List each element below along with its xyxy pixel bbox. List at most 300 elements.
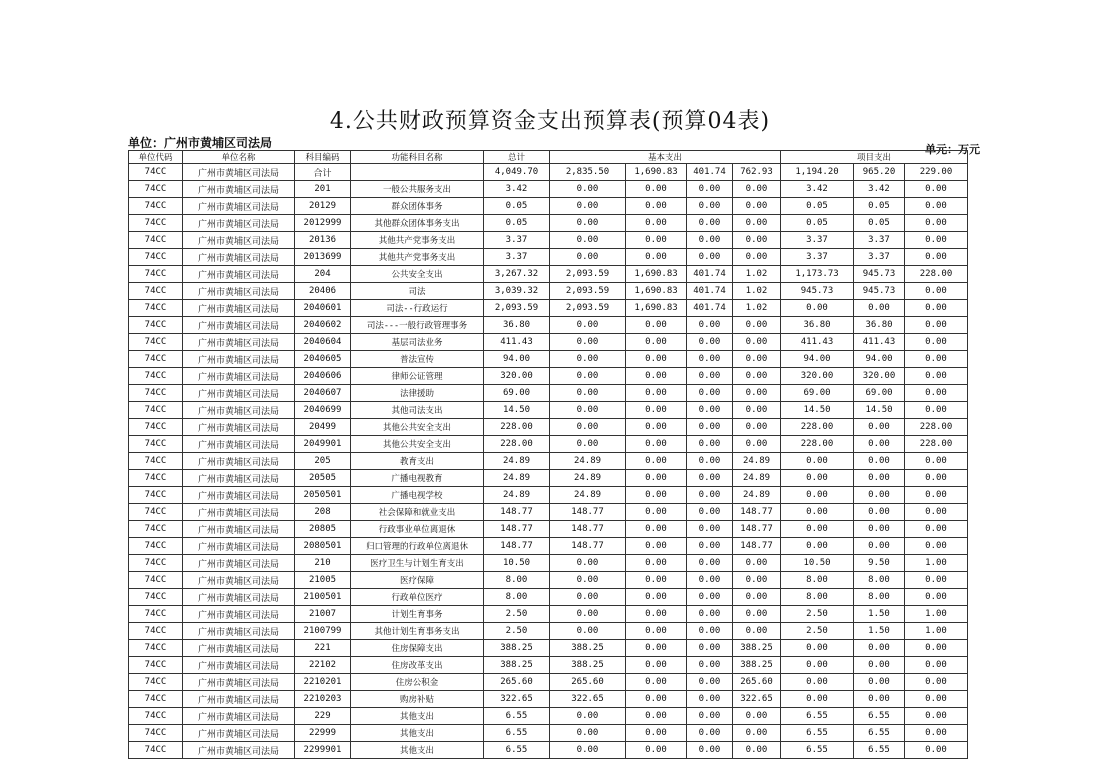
cell-total: 148.77 <box>484 538 550 555</box>
cell-basic-staff: 0.00 <box>626 419 687 436</box>
cell-total: 36.80 <box>484 317 550 334</box>
cell-project-b: 228.00 <box>905 436 968 453</box>
cell-basic-staff: 0.00 <box>626 368 687 385</box>
cell-project-total: 69.00 <box>781 385 854 402</box>
cell-subject-code: 2080501 <box>295 538 351 555</box>
cell-project-total: 320.00 <box>781 368 854 385</box>
cell-total: 2,093.59 <box>484 300 550 317</box>
cell-subject-name <box>351 164 484 181</box>
cell-project-b: 228.00 <box>905 266 968 283</box>
cell-basic-staff: 0.00 <box>626 402 687 419</box>
cell-project-b: 0.00 <box>905 708 968 725</box>
cell-subject-code: 2040606 <box>295 368 351 385</box>
cell-subject-name: 其他支出 <box>351 742 484 759</box>
cell-basic-staff: 0.00 <box>626 572 687 589</box>
cell-basic-public: 401.74 <box>687 283 733 300</box>
cell-dept-code: 74CC <box>129 164 183 181</box>
cell-basic-total: 388.25 <box>550 657 626 674</box>
cell-project-total: 0.05 <box>781 215 854 232</box>
cell-basic-other: 0.00 <box>733 351 781 368</box>
cell-basic-staff: 0.00 <box>626 334 687 351</box>
cell-dept-name: 广州市黄埔区司法局 <box>183 640 295 657</box>
table-row <box>129 300 968 317</box>
cell-project-b: 0.00 <box>905 249 968 266</box>
cell-total: 2.50 <box>484 606 550 623</box>
cell-basic-public: 0.00 <box>687 215 733 232</box>
cell-dept-name: 广州市黄埔区司法局 <box>183 674 295 691</box>
cell-basic-total: 0.00 <box>550 606 626 623</box>
cell-project-a: 1.50 <box>854 623 905 640</box>
cell-dept-code: 74CC <box>129 623 183 640</box>
cell-subject-name: 行政事业单位离退休 <box>351 521 484 538</box>
cell-basic-total: 0.00 <box>550 589 626 606</box>
table-row <box>129 623 968 640</box>
cell-project-total: 945.73 <box>781 283 854 300</box>
cell-subject-code: 2049901 <box>295 436 351 453</box>
cell-project-b: 0.00 <box>905 470 968 487</box>
cell-basic-public: 0.00 <box>687 725 733 742</box>
cell-basic-staff: 0.00 <box>626 742 687 759</box>
cell-subject-name: 其他支出 <box>351 708 484 725</box>
cell-project-total: 0.00 <box>781 300 854 317</box>
cell-basic-other: 0.00 <box>733 249 781 266</box>
cell-subject-name: 普法宣传 <box>351 351 484 368</box>
cell-basic-public: 0.00 <box>687 674 733 691</box>
cell-basic-other: 148.77 <box>733 504 781 521</box>
cell-subject-name: 社会保障和就业支出 <box>351 504 484 521</box>
cell-basic-public: 0.00 <box>687 589 733 606</box>
cell-total: 320.00 <box>484 368 550 385</box>
cell-basic-staff: 0.00 <box>626 725 687 742</box>
table-row <box>129 419 968 436</box>
cell-project-a: 6.55 <box>854 708 905 725</box>
cell-subject-code: 2040607 <box>295 385 351 402</box>
cell-total: 0.05 <box>484 215 550 232</box>
cell-basic-other: 0.00 <box>733 623 781 640</box>
table-row <box>129 266 968 283</box>
cell-basic-other: 148.77 <box>733 521 781 538</box>
cell-subject-name: 医疗卫生与计划生育支出 <box>351 555 484 572</box>
cell-project-total: 2.50 <box>781 606 854 623</box>
cell-dept-name: 广州市黄埔区司法局 <box>183 589 295 606</box>
cell-project-total: 14.50 <box>781 402 854 419</box>
cell-dept-name: 广州市黄埔区司法局 <box>183 742 295 759</box>
cell-basic-other: 0.00 <box>733 606 781 623</box>
cell-project-a: 6.55 <box>854 725 905 742</box>
cell-project-a: 6.55 <box>854 742 905 759</box>
cell-basic-other: 0.00 <box>733 419 781 436</box>
table-row <box>129 402 968 419</box>
cell-basic-total: 0.00 <box>550 198 626 215</box>
table-row <box>129 164 968 181</box>
cell-total: 24.89 <box>484 470 550 487</box>
cell-subject-code: 21007 <box>295 606 351 623</box>
cell-basic-total: 0.00 <box>550 572 626 589</box>
cell-dept-code: 74CC <box>129 368 183 385</box>
cell-basic-staff: 0.00 <box>626 317 687 334</box>
cell-dept-code: 74CC <box>129 504 183 521</box>
cell-dept-code: 74CC <box>129 487 183 504</box>
cell-subject-name: 其他共产党事务支出 <box>351 249 484 266</box>
cell-project-b: 1.00 <box>905 555 968 572</box>
cell-dept-name: 广州市黄埔区司法局 <box>183 436 295 453</box>
cell-total: 24.89 <box>484 453 550 470</box>
cell-project-total: 411.43 <box>781 334 854 351</box>
cell-subject-code: 22999 <box>295 725 351 742</box>
cell-dept-name: 广州市黄埔区司法局 <box>183 691 295 708</box>
cell-basic-other: 0.00 <box>733 402 781 419</box>
cell-project-a: 9.50 <box>854 555 905 572</box>
cell-project-total: 6.55 <box>781 708 854 725</box>
cell-basic-public: 0.00 <box>687 198 733 215</box>
table-row <box>129 453 968 470</box>
cell-project-a: 0.00 <box>854 657 905 674</box>
cell-dept-code: 74CC <box>129 606 183 623</box>
cell-basic-other: 762.93 <box>733 164 781 181</box>
header-subject-code: 科目编码 <box>295 151 351 164</box>
cell-basic-staff: 0.00 <box>626 470 687 487</box>
cell-subject-code: 201 <box>295 181 351 198</box>
cell-project-a: 0.05 <box>854 198 905 215</box>
header-subject-name: 功能科目名称 <box>351 151 484 164</box>
cell-basic-public: 0.00 <box>687 708 733 725</box>
cell-basic-other: 24.89 <box>733 453 781 470</box>
budget-table <box>128 150 968 759</box>
cell-basic-public: 0.00 <box>687 419 733 436</box>
cell-basic-public: 401.74 <box>687 300 733 317</box>
cell-basic-total: 0.00 <box>550 215 626 232</box>
cell-basic-other: 388.25 <box>733 640 781 657</box>
cell-total: 8.00 <box>484 572 550 589</box>
cell-basic-total: 0.00 <box>550 368 626 385</box>
cell-subject-code: 2299901 <box>295 742 351 759</box>
cell-subject-code: 20505 <box>295 470 351 487</box>
cell-total: 3.42 <box>484 181 550 198</box>
cell-project-a: 0.00 <box>854 691 905 708</box>
cell-total: 228.00 <box>484 419 550 436</box>
cell-basic-total: 0.00 <box>550 334 626 351</box>
cell-subject-code: 204 <box>295 266 351 283</box>
cell-basic-public: 0.00 <box>687 232 733 249</box>
cell-basic-total: 265.60 <box>550 674 626 691</box>
cell-project-a: 411.43 <box>854 334 905 351</box>
cell-project-b: 228.00 <box>905 419 968 436</box>
cell-basic-public: 0.00 <box>687 538 733 555</box>
cell-dept-name: 广州市黄埔区司法局 <box>183 198 295 215</box>
cell-project-a: 0.05 <box>854 215 905 232</box>
cell-project-total: 2.50 <box>781 623 854 640</box>
cell-basic-public: 0.00 <box>687 691 733 708</box>
cell-basic-public: 0.00 <box>687 487 733 504</box>
cell-total: 69.00 <box>484 385 550 402</box>
cell-dept-code: 74CC <box>129 708 183 725</box>
cell-basic-other: 0.00 <box>733 742 781 759</box>
cell-basic-public: 0.00 <box>687 470 733 487</box>
cell-subject-code: 2040601 <box>295 300 351 317</box>
cell-dept-code: 74CC <box>129 589 183 606</box>
table-row <box>129 249 968 266</box>
table-row <box>129 334 968 351</box>
cell-subject-name: 公共安全支出 <box>351 266 484 283</box>
cell-project-b: 0.00 <box>905 181 968 198</box>
cell-basic-total: 0.00 <box>550 742 626 759</box>
cell-subject-code: 208 <box>295 504 351 521</box>
money-unit-label: 单元：万元 <box>925 143 980 156</box>
cell-basic-total: 388.25 <box>550 640 626 657</box>
cell-total: 2.50 <box>484 623 550 640</box>
cell-subject-code: 20136 <box>295 232 351 249</box>
cell-basic-staff: 0.00 <box>626 674 687 691</box>
table-row <box>129 385 968 402</box>
cell-basic-total: 0.00 <box>550 436 626 453</box>
cell-basic-other: 24.89 <box>733 470 781 487</box>
header-project-expenditure: 项目支出 <box>781 151 968 164</box>
cell-subject-name: 其他群众团体事务支出 <box>351 215 484 232</box>
cell-project-a: 0.00 <box>854 504 905 521</box>
cell-total: 14.50 <box>484 402 550 419</box>
cell-basic-staff: 0.00 <box>626 606 687 623</box>
cell-basic-total: 0.00 <box>550 555 626 572</box>
cell-subject-name: 群众团体事务 <box>351 198 484 215</box>
cell-basic-other: 0.00 <box>733 708 781 725</box>
cell-project-b: 0.00 <box>905 725 968 742</box>
cell-subject-code: 21005 <box>295 572 351 589</box>
cell-dept-code: 74CC <box>129 300 183 317</box>
cell-project-a: 94.00 <box>854 351 905 368</box>
cell-basic-public: 0.00 <box>687 436 733 453</box>
cell-project-total: 3.37 <box>781 249 854 266</box>
cell-project-total: 36.80 <box>781 317 854 334</box>
table-row <box>129 725 968 742</box>
cell-basic-other: 0.00 <box>733 215 781 232</box>
cell-project-b: 0.00 <box>905 232 968 249</box>
cell-project-b: 0.00 <box>905 334 968 351</box>
cell-project-total: 6.55 <box>781 725 854 742</box>
cell-basic-other: 1.02 <box>733 266 781 283</box>
cell-subject-name: 广播电视教育 <box>351 470 484 487</box>
cell-subject-code: 205 <box>295 453 351 470</box>
header-dept-code: 单位代码 <box>129 151 183 164</box>
cell-dept-name: 广州市黄埔区司法局 <box>183 708 295 725</box>
cell-total: 3,267.32 <box>484 266 550 283</box>
cell-dept-name: 广州市黄埔区司法局 <box>183 181 295 198</box>
cell-dept-name: 广州市黄埔区司法局 <box>183 402 295 419</box>
cell-project-a: 0.00 <box>854 521 905 538</box>
cell-subject-name: 住房改革支出 <box>351 657 484 674</box>
cell-project-total: 3.37 <box>781 232 854 249</box>
cell-project-b: 0.00 <box>905 691 968 708</box>
cell-project-a: 0.00 <box>854 640 905 657</box>
cell-basic-public: 0.00 <box>687 368 733 385</box>
cell-dept-name: 广州市黄埔区司法局 <box>183 419 295 436</box>
cell-subject-name: 教育支出 <box>351 453 484 470</box>
cell-basic-other: 0.00 <box>733 232 781 249</box>
cell-basic-public: 401.74 <box>687 164 733 181</box>
table-row <box>129 657 968 674</box>
header-total: 总计 <box>484 151 550 164</box>
table-row <box>129 436 968 453</box>
table-row <box>129 691 968 708</box>
cell-dept-name: 广州市黄埔区司法局 <box>183 249 295 266</box>
cell-basic-staff: 0.00 <box>626 215 687 232</box>
cell-project-total: 94.00 <box>781 351 854 368</box>
cell-project-b: 0.00 <box>905 521 968 538</box>
cell-basic-public: 0.00 <box>687 623 733 640</box>
unit-label: 单位：广州市黄埔区司法局 <box>128 136 273 150</box>
cell-total: 6.55 <box>484 742 550 759</box>
cell-dept-name: 广州市黄埔区司法局 <box>183 317 295 334</box>
cell-subject-name: 律师公证管理 <box>351 368 484 385</box>
cell-basic-public: 0.00 <box>687 249 733 266</box>
cell-subject-code: 2040602 <box>295 317 351 334</box>
cell-basic-total: 2,093.59 <box>550 300 626 317</box>
cell-project-b: 0.00 <box>905 487 968 504</box>
table-row <box>129 606 968 623</box>
cell-total: 6.55 <box>484 708 550 725</box>
cell-project-a: 14.50 <box>854 402 905 419</box>
cell-project-b: 0.00 <box>905 385 968 402</box>
cell-subject-name: 其他计划生育事务支出 <box>351 623 484 640</box>
header-dept-name: 单位名称 <box>183 151 295 164</box>
cell-subject-name: 其他公共安全支出 <box>351 436 484 453</box>
cell-dept-code: 74CC <box>129 181 183 198</box>
cell-basic-total: 2,093.59 <box>550 283 626 300</box>
cell-dept-code: 74CC <box>129 232 183 249</box>
cell-total: 3.37 <box>484 232 550 249</box>
cell-dept-code: 74CC <box>129 691 183 708</box>
cell-basic-staff: 0.00 <box>626 708 687 725</box>
cell-basic-total: 148.77 <box>550 504 626 521</box>
cell-project-total: 228.00 <box>781 419 854 436</box>
cell-dept-code: 74CC <box>129 317 183 334</box>
cell-project-a: 965.20 <box>854 164 905 181</box>
table-row <box>129 589 968 606</box>
cell-basic-public: 0.00 <box>687 453 733 470</box>
cell-project-total: 0.00 <box>781 640 854 657</box>
cell-basic-staff: 0.00 <box>626 538 687 555</box>
cell-dept-name: 广州市黄埔区司法局 <box>183 487 295 504</box>
cell-basic-public: 401.74 <box>687 266 733 283</box>
cell-basic-public: 0.00 <box>687 504 733 521</box>
cell-project-b: 0.00 <box>905 572 968 589</box>
cell-subject-code: 2100799 <box>295 623 351 640</box>
cell-project-a: 1.50 <box>854 606 905 623</box>
cell-basic-staff: 0.00 <box>626 657 687 674</box>
cell-dept-code: 74CC <box>129 334 183 351</box>
cell-basic-other: 148.77 <box>733 538 781 555</box>
cell-basic-staff: 1,690.83 <box>626 164 687 181</box>
cell-subject-name: 法律援助 <box>351 385 484 402</box>
cell-project-b: 0.00 <box>905 402 968 419</box>
cell-total: 0.05 <box>484 198 550 215</box>
cell-basic-staff: 0.00 <box>626 504 687 521</box>
cell-basic-other: 24.89 <box>733 487 781 504</box>
cell-subject-code: 2040604 <box>295 334 351 351</box>
cell-basic-other: 265.60 <box>733 674 781 691</box>
cell-dept-name: 广州市黄埔区司法局 <box>183 521 295 538</box>
cell-project-total: 0.00 <box>781 504 854 521</box>
cell-subject-code: 2210203 <box>295 691 351 708</box>
cell-basic-other: 0.00 <box>733 198 781 215</box>
cell-basic-total: 24.89 <box>550 453 626 470</box>
cell-dept-code: 74CC <box>129 249 183 266</box>
cell-basic-public: 0.00 <box>687 742 733 759</box>
cell-project-b: 0.00 <box>905 283 968 300</box>
cell-project-b: 0.00 <box>905 640 968 657</box>
cell-project-total: 0.00 <box>781 657 854 674</box>
cell-subject-name: 其他司法支出 <box>351 402 484 419</box>
cell-basic-other: 0.00 <box>733 317 781 334</box>
cell-project-b: 0.00 <box>905 742 968 759</box>
cell-dept-name: 广州市黄埔区司法局 <box>183 300 295 317</box>
cell-project-total: 0.05 <box>781 198 854 215</box>
cell-project-total: 228.00 <box>781 436 854 453</box>
table-row <box>129 572 968 589</box>
cell-total: 265.60 <box>484 674 550 691</box>
table-header-row <box>129 151 968 164</box>
cell-basic-total: 0.00 <box>550 249 626 266</box>
cell-project-b: 0.00 <box>905 453 968 470</box>
cell-basic-public: 0.00 <box>687 317 733 334</box>
cell-project-a: 0.00 <box>854 538 905 555</box>
cell-basic-total: 148.77 <box>550 521 626 538</box>
cell-basic-public: 0.00 <box>687 351 733 368</box>
cell-basic-staff: 0.00 <box>626 181 687 198</box>
cell-total: 24.89 <box>484 487 550 504</box>
cell-project-a: 320.00 <box>854 368 905 385</box>
cell-project-total: 3.42 <box>781 181 854 198</box>
cell-total: 94.00 <box>484 351 550 368</box>
cell-basic-public: 0.00 <box>687 402 733 419</box>
cell-basic-total: 0.00 <box>550 351 626 368</box>
cell-project-b: 0.00 <box>905 368 968 385</box>
cell-dept-name: 广州市黄埔区司法局 <box>183 351 295 368</box>
cell-subject-code: 221 <box>295 640 351 657</box>
cell-total: 322.65 <box>484 691 550 708</box>
cell-dept-code: 74CC <box>129 572 183 589</box>
cell-basic-staff: 0.00 <box>626 691 687 708</box>
cell-dept-code: 74CC <box>129 538 183 555</box>
cell-subject-name: 住房公积金 <box>351 674 484 691</box>
cell-basic-total: 2,835.50 <box>550 164 626 181</box>
cell-dept-code: 74CC <box>129 419 183 436</box>
cell-basic-staff: 0.00 <box>626 521 687 538</box>
cell-subject-name: 其他公共安全支出 <box>351 419 484 436</box>
cell-subject-code: 2100501 <box>295 589 351 606</box>
cell-subject-code: 20129 <box>295 198 351 215</box>
cell-basic-other: 0.00 <box>733 555 781 572</box>
cell-total: 388.25 <box>484 657 550 674</box>
cell-subject-name: 计划生育事务 <box>351 606 484 623</box>
cell-basic-staff: 1,690.83 <box>626 266 687 283</box>
cell-subject-code: 20406 <box>295 283 351 300</box>
cell-subject-code: 210 <box>295 555 351 572</box>
cell-dept-name: 广州市黄埔区司法局 <box>183 283 295 300</box>
cell-basic-total: 0.00 <box>550 181 626 198</box>
cell-basic-public: 0.00 <box>687 657 733 674</box>
cell-dept-name: 广州市黄埔区司法局 <box>183 572 295 589</box>
cell-dept-code: 74CC <box>129 436 183 453</box>
cell-basic-staff: 0.00 <box>626 351 687 368</box>
cell-subject-code: 合计 <box>295 164 351 181</box>
cell-dept-code: 74CC <box>129 453 183 470</box>
cell-basic-total: 0.00 <box>550 402 626 419</box>
cell-project-a: 945.73 <box>854 283 905 300</box>
cell-subject-name: 司法 <box>351 283 484 300</box>
cell-dept-code: 74CC <box>129 742 183 759</box>
cell-basic-staff: 0.00 <box>626 232 687 249</box>
cell-basic-total: 0.00 <box>550 708 626 725</box>
